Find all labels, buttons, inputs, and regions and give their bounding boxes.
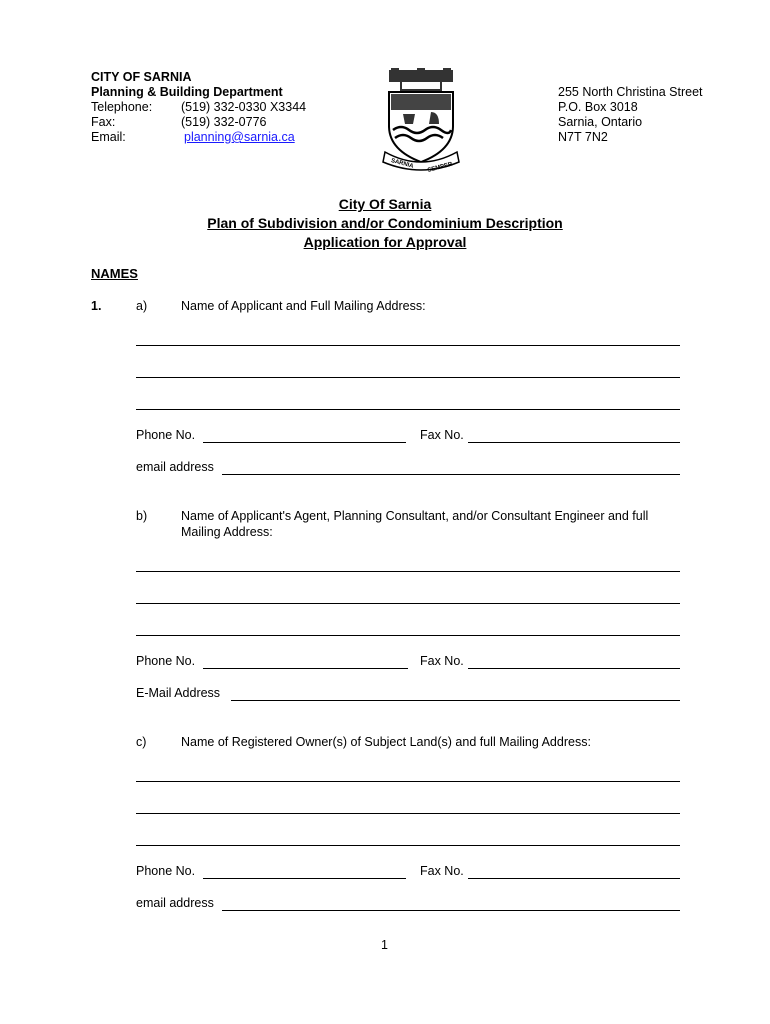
title-line-1: City Of Sarnia xyxy=(338,196,432,212)
owner-address-line-2[interactable] xyxy=(136,813,680,814)
applicant-email-field[interactable] xyxy=(222,474,680,475)
owner-address-line-1[interactable] xyxy=(136,781,680,782)
owner-address-line-3[interactable] xyxy=(136,845,680,846)
crest-motto-right: SEMPER xyxy=(427,161,454,174)
part-c-text: Name of Registered Owner(s) of Subject Land(s) and full Mailing Address: xyxy=(181,735,591,749)
agent-phone-label: Phone No. xyxy=(136,654,196,668)
applicant-address-line-3[interactable] xyxy=(136,409,680,410)
part-c-label: c) xyxy=(136,735,147,749)
agent-email-label: E-Mail Address xyxy=(136,686,221,700)
email-link[interactable]: planning@sarnia.ca xyxy=(184,130,295,144)
city-crest-logo xyxy=(381,68,461,176)
part-b-text-line-2: Mailing Address: xyxy=(181,525,273,539)
title-line-3: Application for Approval xyxy=(303,234,467,250)
owner-email-field[interactable] xyxy=(222,910,680,911)
part-a-label: a) xyxy=(136,299,148,313)
agent-fax-label: Fax No. xyxy=(420,654,464,668)
applicant-phone-field[interactable] xyxy=(203,442,406,443)
agent-address-line-3[interactable] xyxy=(136,635,680,636)
applicant-fax-label: Fax No. xyxy=(420,428,464,442)
fax-label: Fax: xyxy=(91,115,116,129)
owner-phone-field[interactable] xyxy=(203,878,406,879)
owner-fax-label: Fax No. xyxy=(420,864,464,878)
agent-phone-field[interactable] xyxy=(203,668,408,669)
crest-motto-left: SARNIA xyxy=(390,157,415,170)
owner-phone-label: Phone No. xyxy=(136,864,196,878)
part-a-text: Name of Applicant and Full Mailing Address: xyxy=(181,299,426,313)
title-line-2: Plan of Subdivision and/or Condominium Description xyxy=(207,215,563,231)
applicant-email-label: email address xyxy=(136,460,214,474)
question-number: 1. xyxy=(91,299,102,313)
telephone-label: Telephone: xyxy=(91,100,153,114)
agent-address-line-2[interactable] xyxy=(136,603,680,604)
owner-email-label: email address xyxy=(136,896,214,910)
department-name: Planning & Building Department xyxy=(91,85,283,99)
telephone-value: (519) 332-0330 X3344 xyxy=(181,100,307,114)
agent-email-field[interactable] xyxy=(231,700,680,701)
applicant-address-line-2[interactable] xyxy=(136,377,680,378)
owner-fax-field[interactable] xyxy=(468,878,680,879)
fax-value: (519) 332-0776 xyxy=(181,115,267,129)
address-city: Sarnia, Ontario xyxy=(558,115,643,129)
org-name: CITY OF SARNIA xyxy=(91,70,192,84)
applicant-phone-label: Phone No. xyxy=(136,428,196,442)
applicant-address-line-1[interactable] xyxy=(136,345,680,346)
agent-address-line-1[interactable] xyxy=(136,571,680,572)
part-b-label: b) xyxy=(136,509,148,523)
page-number: 1 xyxy=(381,938,388,952)
section-heading-names: NAMES xyxy=(91,266,138,281)
applicant-fax-field[interactable] xyxy=(468,442,680,443)
address-postal: N7T 7N2 xyxy=(558,130,608,144)
address-pobox: P.O. Box 3018 xyxy=(558,100,638,114)
address-street: 255 North Christina Street xyxy=(558,85,703,99)
part-b-text-line-1: Name of Applicant's Agent, Planning Consultant, and/or Consultant Engineer and full xyxy=(181,509,649,523)
email-label: Email: xyxy=(91,130,126,144)
agent-fax-field[interactable] xyxy=(468,668,680,669)
